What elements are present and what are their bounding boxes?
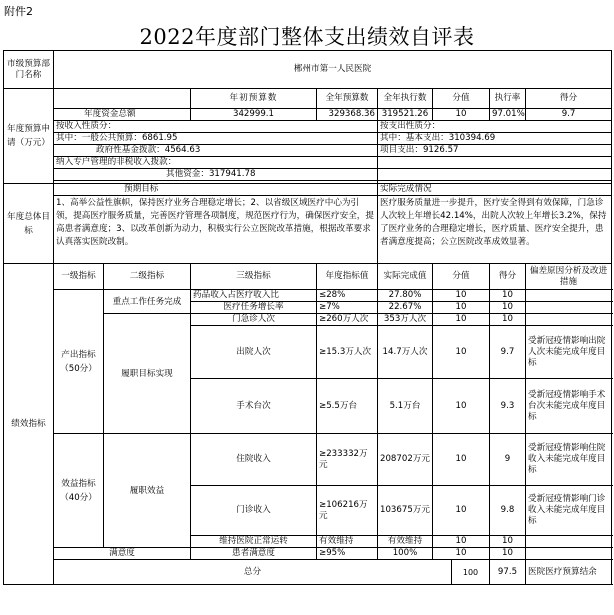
score-cell: 10 bbox=[433, 379, 490, 434]
hdr-l2: 二级指标 bbox=[104, 264, 191, 290]
score-cell: 10 bbox=[433, 536, 490, 548]
points-cell: 10 bbox=[490, 314, 526, 326]
l2-service-goals: 履职目标实现 bbox=[104, 314, 191, 434]
total-rate: 97.01% bbox=[490, 109, 526, 121]
hdr-score: 分值 bbox=[433, 89, 490, 109]
points-cell: 10 bbox=[490, 548, 526, 560]
hdr-reason: 偏差原因分析及改进措施 bbox=[526, 264, 612, 290]
total-note: 医院医疗预算结余 bbox=[526, 560, 612, 585]
points-cell: 9 bbox=[490, 434, 526, 486]
actual-cell: 208702万元 bbox=[378, 434, 433, 486]
score-cell: 10 bbox=[433, 326, 490, 379]
benefit-indicator-label: 效益指标（40分） bbox=[54, 434, 104, 548]
hdr-l3: 三级指标 bbox=[191, 264, 317, 290]
target-cell: ≥260万人次 bbox=[317, 314, 378, 326]
total-points: 9.7 bbox=[526, 109, 612, 121]
reason-cell: 受新冠疫情影响门诊收入未能完成年度目标 bbox=[526, 486, 612, 536]
target-cell: ≥5.5万台 bbox=[317, 379, 378, 434]
unit-name: 郴州市第一人民医院 bbox=[54, 51, 612, 89]
total-score-value: 100 bbox=[452, 560, 490, 585]
budget-group-label: 年度预算申请（万元） bbox=[4, 89, 54, 184]
hdr-exec-rate: 执行率 bbox=[490, 89, 526, 109]
hdr-l1: 一级指标 bbox=[54, 264, 104, 290]
l3-cell: 患者满意度 bbox=[191, 548, 317, 560]
planned-goals-text: 1、高举公益性旗帜，保持医疗业务合理稳定增长；2、以省级区域医疗中心为引领，提高医疗服务质量，完善医疗管理各项制度，规范医疗行为，确保医疗安全，提高患者满意度；3、以改革创新为动力，积极实行公立医院改革措施，根据改革要求认真落实医院改制。 bbox=[54, 196, 378, 264]
points-cell: 9.7 bbox=[490, 326, 526, 379]
actual-cell: 22.67% bbox=[378, 302, 433, 314]
points-cell: 10 bbox=[490, 290, 526, 302]
planned-goals-label: 预期目标 bbox=[54, 184, 378, 196]
annex-label: 附件2 bbox=[4, 5, 33, 18]
score-cell: 10 bbox=[433, 290, 490, 302]
total-executed: 319521.26 bbox=[378, 109, 433, 121]
target-cell: 有效维持 bbox=[317, 536, 378, 548]
actual-cell: 27.80% bbox=[378, 290, 433, 302]
actual-cell: 14.7万人次 bbox=[378, 326, 433, 379]
hdr-perf-score: 分值 bbox=[433, 264, 490, 290]
actual-cell: 353万人次 bbox=[378, 314, 433, 326]
actual-cell: 5.1万台 bbox=[378, 379, 433, 434]
non-tax-income: 纳入专户管理的非税收入拨款： bbox=[54, 157, 378, 169]
score-cell: 10 bbox=[433, 434, 490, 486]
satisfaction-label: 满意度 bbox=[54, 548, 191, 560]
hdr-actual: 实际完成值 bbox=[378, 264, 433, 290]
by-source-label: 按收入性质分： bbox=[54, 121, 378, 133]
total-score-label: 总分 bbox=[54, 560, 452, 585]
target-cell: ≥95% bbox=[317, 548, 378, 560]
table-row bbox=[4, 290, 612, 302]
l3-cell: 出院人次 bbox=[191, 326, 317, 379]
total-score: 10 bbox=[433, 109, 490, 121]
actual-goals-label: 实际完成情况 bbox=[378, 184, 612, 196]
points-cell: 9.8 bbox=[490, 486, 526, 536]
reason-cell: 受新冠疫情影响手术台次未能完成年度目标 bbox=[526, 379, 612, 434]
actual-cell: 100% bbox=[378, 548, 433, 560]
l2-benefit: 履职效益 bbox=[104, 434, 191, 548]
target-cell: ≥15.3万人次 bbox=[317, 326, 378, 379]
reason-cell: 受新冠疫情影响住院收入未能完成年度目标 bbox=[526, 434, 612, 486]
target-cell: ≥7% bbox=[317, 302, 378, 314]
l2-key-tasks: 重点工作任务完成 bbox=[104, 290, 191, 314]
public-budget: 其中：一般公共预算：6861.95 bbox=[54, 133, 378, 145]
l3-cell: 门急诊人次 bbox=[191, 314, 317, 326]
score-cell: 10 bbox=[433, 302, 490, 314]
page-title: 2022年度部门整体支出绩效自评表 bbox=[139, 25, 475, 49]
l3-cell: 手术台次 bbox=[191, 379, 317, 434]
score-cell: 10 bbox=[433, 486, 490, 536]
l3-cell: 门诊收入 bbox=[191, 486, 317, 536]
target-cell: ≤28% bbox=[317, 290, 378, 302]
total-points-value: 97.5 bbox=[490, 560, 526, 585]
points-cell: 10 bbox=[490, 302, 526, 314]
reason-cell bbox=[526, 290, 612, 302]
actual-cell: 103675万元 bbox=[378, 486, 433, 536]
total-full-year: 329368.36 bbox=[317, 109, 378, 121]
basic-expense: 其中：基本支出：310394.69 bbox=[378, 133, 612, 145]
reason-cell bbox=[526, 536, 612, 548]
hdr-full-year-budget: 全年预算数 bbox=[317, 89, 378, 109]
total-fund-label: 年度资金总额 bbox=[54, 109, 191, 121]
reason-cell bbox=[526, 314, 612, 326]
hdr-initial-budget: 年初预算数 bbox=[191, 89, 317, 109]
l3-cell: 药品收入占医疗收入比 bbox=[191, 290, 317, 302]
actual-goals-text: 医疗服务质量进一步提升，医疗安全得到有效保障，门急诊人次较上年增长42.14%，出院人次较上年增长3.2%，保持了医疗业务的合理稳定增长，医疗质量、医疗安全提升，患者满意度提高；公立医院改革成效显著。 bbox=[378, 196, 612, 264]
actual-cell: 有效维持 bbox=[378, 536, 433, 548]
table-row bbox=[4, 434, 612, 486]
l3-cell: 住院收入 bbox=[191, 434, 317, 486]
points-cell: 9.3 bbox=[490, 379, 526, 434]
perf-label: 绩效指标 bbox=[4, 264, 54, 585]
score-cell: 10 bbox=[433, 314, 490, 326]
gov-fund: 政府性基金拨款：4564.63 bbox=[54, 145, 378, 157]
hdr-target: 年度指标值 bbox=[317, 264, 378, 290]
evaluation-table bbox=[3, 50, 612, 585]
output-indicator-label: 产出指标（50分） bbox=[54, 290, 104, 434]
score-cell: 10 bbox=[433, 548, 490, 560]
total-initial: 342999.1 bbox=[191, 109, 317, 121]
other-funds: 其他资金：317941.78 bbox=[54, 169, 378, 181]
goals-label: 年度总体目标 bbox=[4, 184, 54, 264]
reason-cell bbox=[526, 548, 612, 560]
project-expense: 项目支出：9126.57 bbox=[378, 145, 612, 157]
target-cell: ≥233332万元 bbox=[317, 434, 378, 486]
reason-cell bbox=[526, 302, 612, 314]
l3-cell: 维持医院正常运转 bbox=[191, 536, 317, 548]
reason-cell: 受新冠疫情影响出院人次未能完成年度目标 bbox=[526, 326, 612, 379]
by-expense-label: 按支出性质分： bbox=[378, 121, 612, 133]
target-cell: ≥106216万元 bbox=[317, 486, 378, 536]
hdr-executed: 全年执行数 bbox=[378, 89, 433, 109]
hdr-points: 得分 bbox=[526, 89, 612, 109]
points-cell: 10 bbox=[490, 536, 526, 548]
table-row bbox=[4, 548, 612, 560]
unit-label: 市级预算部门名称 bbox=[4, 51, 54, 89]
l3-cell: 医疗任务增长率 bbox=[191, 302, 317, 314]
hdr-perf-points: 得分 bbox=[490, 264, 526, 290]
